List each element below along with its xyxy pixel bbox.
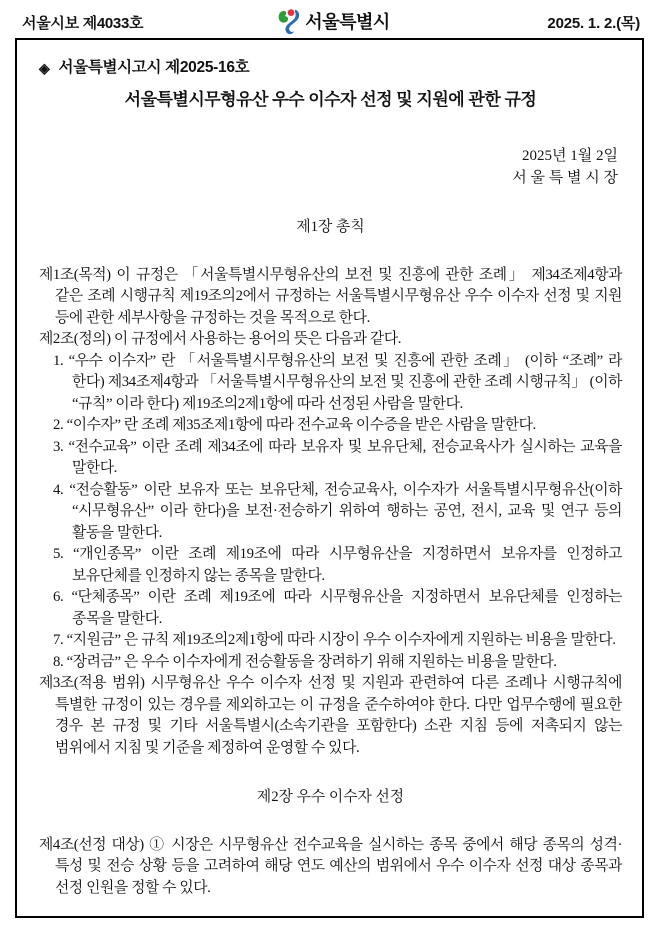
seoul-city-logo-icon	[276, 8, 301, 35]
notice-signer: 서 울 특 별 시 장	[512, 170, 618, 186]
paragraph: 제4조(선정 대상) ① 시장은 시무형유산 전수교육을 실시하는 종목 중에서 해당 종목의 성격·특성 및 전승 상황 등을 고려하여 해당 연도 예산의 범위에서 우수 이수자 선정 대상 종목과 선정 인원을 정할 수 있다.	[39, 836, 622, 896]
paragraph: 6. “단체종목” 이란 조례 제19조에 따라 시무형유산을 지정하면서 보유단체를 인정하는 종목을 말한다.	[53, 589, 622, 627]
paragraph: 2. “이수자” 란 조례 제35조제1항에 따라 전수교육 이수증을 받은 사람을 말한다.	[53, 417, 536, 433]
signature-block	[39, 145, 622, 189]
page-header	[0, 6, 657, 36]
paragraph: 제3조(적용 범위) 시무형유산 우수 이수자 선정 및 지원과 관련하여 다른 조례나 시행규칙에 특별한 규정이 있는 경우를 제외하고는 이 규정을 준수하여야 한다. 다만 업무수행에 필요한 경우 본 규정 및 기타 서울특별시(소속기관을 포함한다) 소관 지침 등에 저촉되지 않는 범위에서 지침 및 기준을 제정하여 운영할 수 있다.	[39, 675, 622, 756]
paragraph: 5. “개인종목” 이란 조례 제19조에 따라 시무형유산을 지정하면서 보유자를 인정하고 보유단체를 인정하지 않는 종목을 말한다.	[53, 546, 622, 584]
paragraph: 7. “지원금” 은 규칙 제19조의2제1항에 따라 시장이 우수 이수자에게 지원하는 비용을 말한다.	[53, 632, 616, 648]
seoul-city-logo-group	[276, 6, 389, 36]
diamond-bullet-icon: ◈	[39, 60, 50, 76]
issue-date: 2025. 1. 2.(목)	[547, 15, 640, 32]
paragraph: 8. “장려금” 은 우수 이수자에게 전승활동을 장려하기 위해 지원하는 비용을 말한다.	[53, 653, 557, 670]
paragraph: 4. “전승활동” 이란 보유자 또는 보유단체, 전승교육사, 이수자가 서울특별시무형유산(이하 “시무형유산” 이라 한다)을 보전·전승하기 위하여 행하는 공연, 전시, 교육 및 연구 등의 활동을 말한다.	[53, 481, 622, 541]
notice-number-line	[39, 58, 622, 78]
paragraph: 1. “우수 이수자” 란 「서울특별시무형유산의 보전 및 진흥에 관한 조례」 (이하 “조례” 라 한다) 제34조제4항과 「서울특별시무형유산의 보전 및 진흥에 관한 조례 시행규칙」 (이하 “규칙” 이라 한다) 제19조의2제1항에 따라 선정된 사람을 말한다.	[53, 352, 622, 412]
paragraph: 제2조(정의) 이 규정에서 사용하는 용어의 뜻은 다음과 같다.	[39, 331, 402, 347]
chapter-heading: 제2장 우수 이수자 선정	[256, 789, 405, 805]
document-title: 서울특별시무형유산 우수 이수자 선정 및 지원에 관한 규정	[124, 90, 537, 109]
paragraph: 3. “전수교육” 이란 조례 제34조에 따라 보유자 및 보유단체, 전승교육사가 실시하는 교육을 말한다.	[53, 438, 622, 476]
gazette-number: 서울시보 제4033호	[22, 15, 144, 32]
notice-number: 서울특별시고시 제2025-16호	[58, 59, 250, 76]
document-frame	[15, 38, 644, 918]
paragraph: 제1조(목적) 이 규정은 「서울특별시무형유산의 보전 및 진흥에 관한 조례」 제34조제4항과 같은 조례 시행규칙 제19조의2에서 규정하는 서울특별시무형유산 우수 이수자 선정 및 지원 등에 관한 세부사항을 규정하는 것을 목적으로 한다.	[39, 266, 622, 326]
notice-date: 2025년 1월 2일	[522, 148, 618, 164]
city-name: 서울특별시	[305, 12, 390, 32]
document-blocks	[39, 217, 622, 899]
chapter-heading: 제1장 총칙	[296, 219, 365, 235]
